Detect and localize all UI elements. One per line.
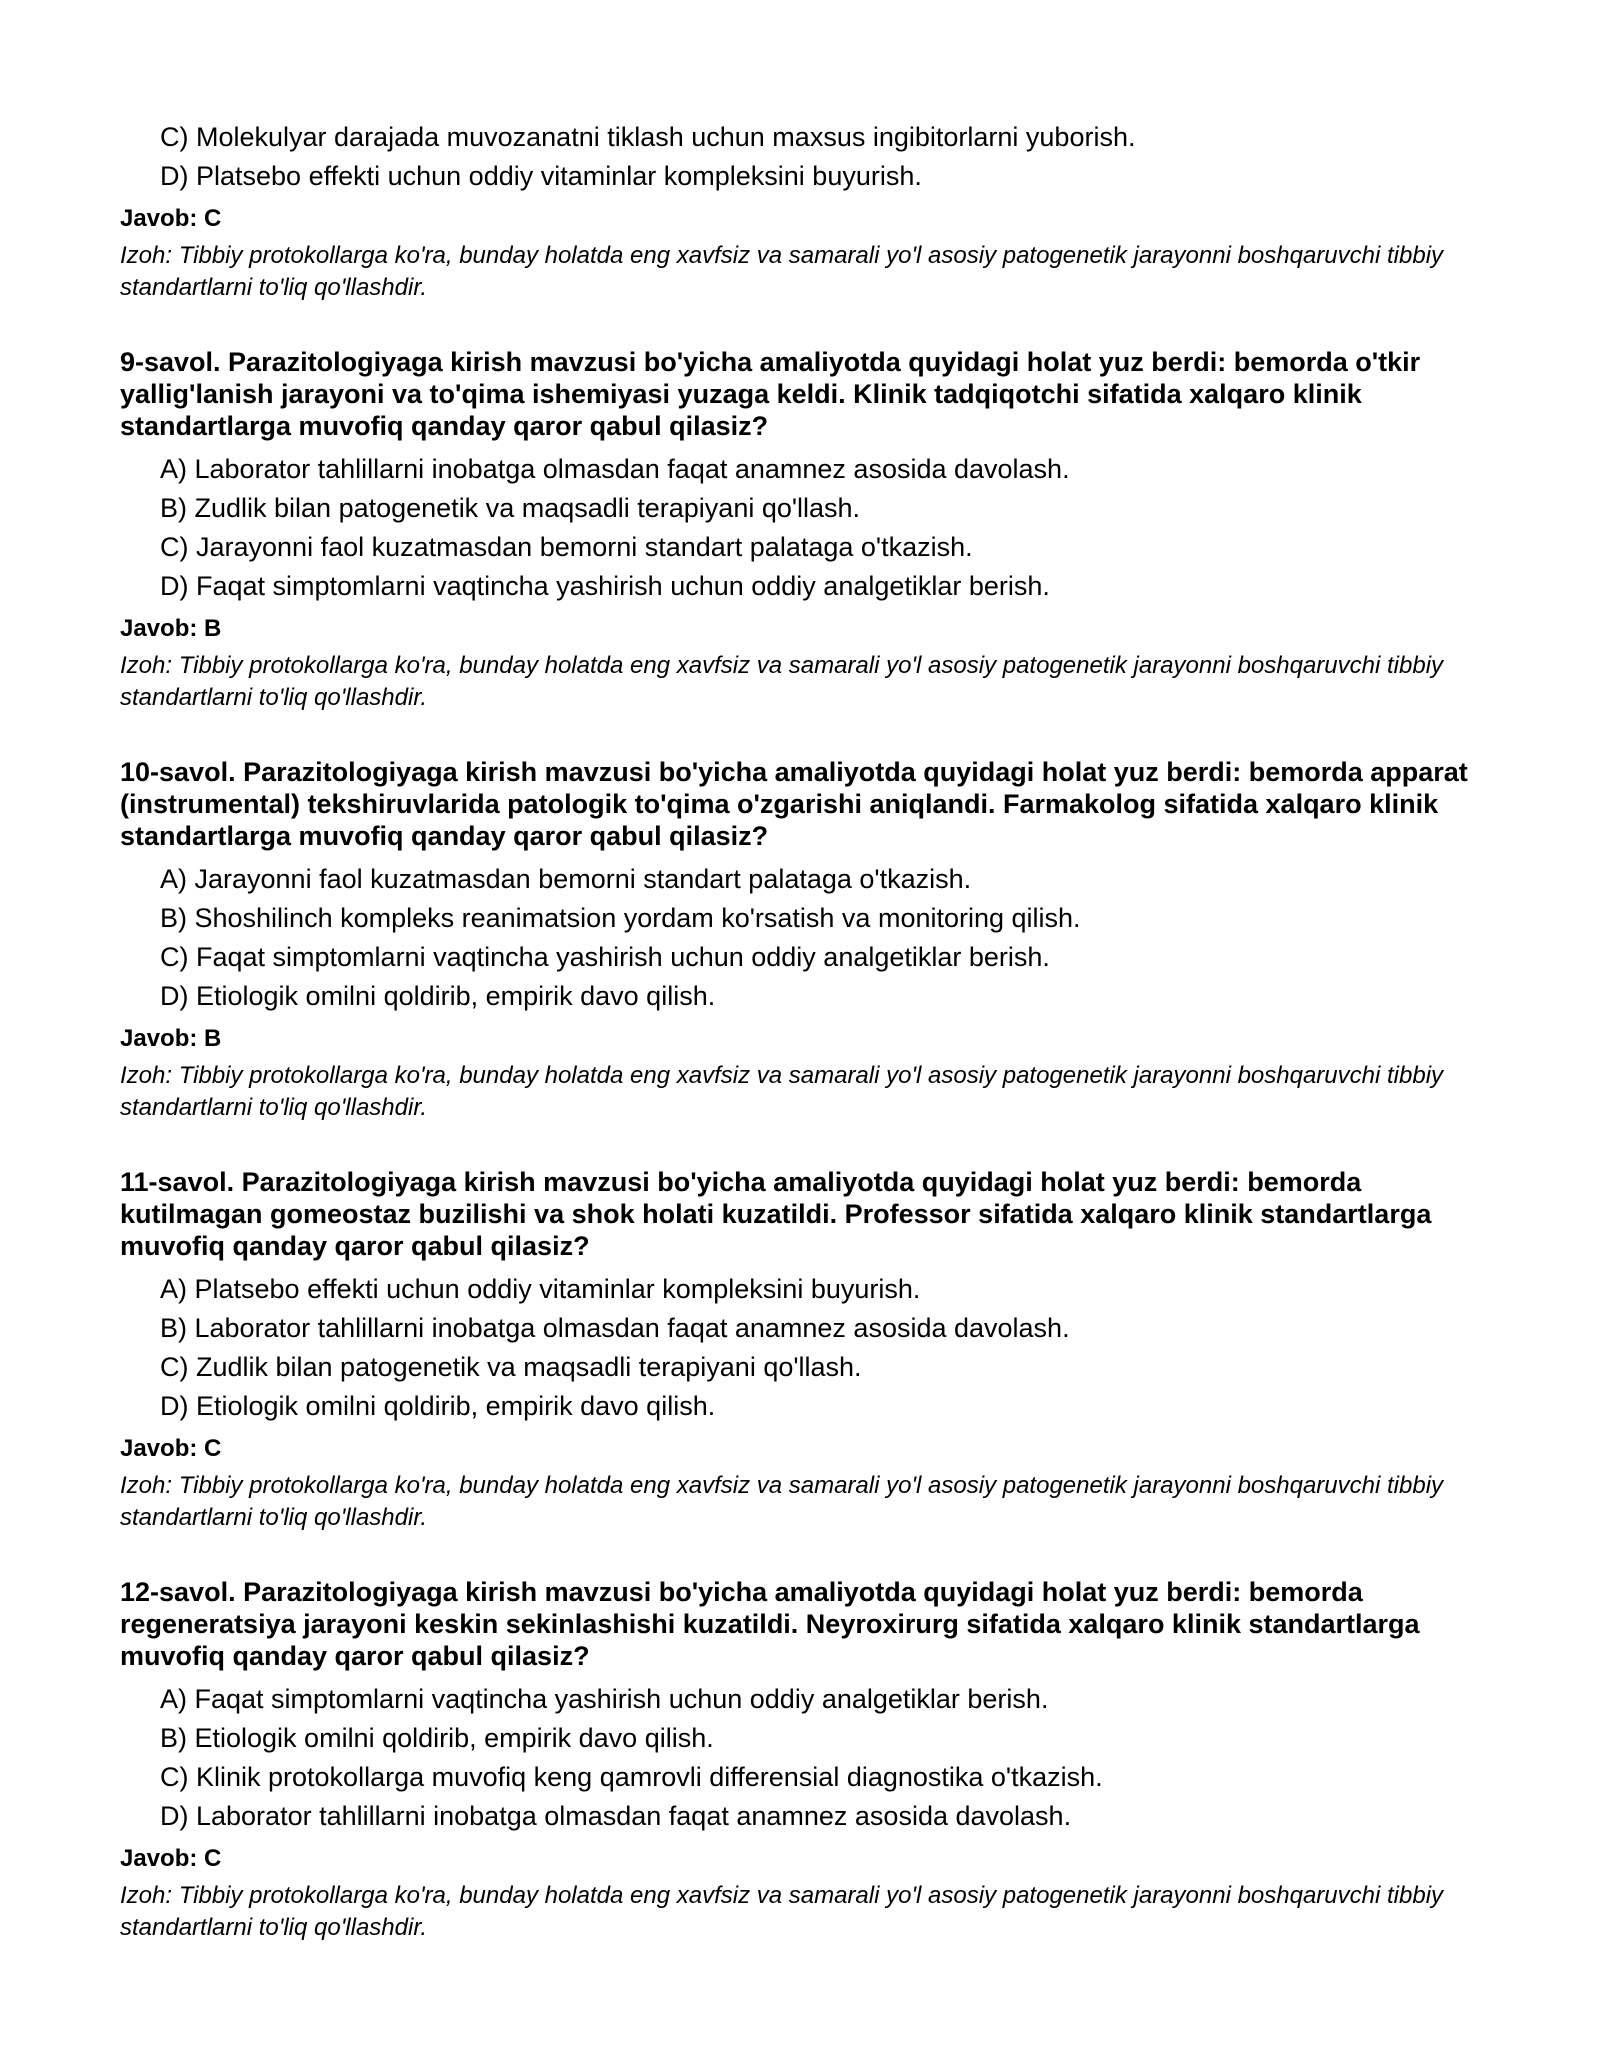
option-c: C) Molekulyar darajada muvozanatni tiklash uchun maxsus ingibitorlarni yuborish. bbox=[160, 122, 1136, 152]
option-b: B) Shoshilinch kompleks reanimatsion yordam ko'rsatish va monitoring qilish. bbox=[160, 903, 1081, 933]
option-a: A) Laborator tahlillarni inobatga olmasdan faqat anamnez asosida davolash. bbox=[160, 454, 1070, 484]
explanation-note: Izoh: Tibbiy protokollarga ko'ra, bunday holatda eng xavfsiz va samarali yo'l asosiy patogenetik jarayonni boshqaruvchi tibbiy standartlarni to'liq qo'llashdir. bbox=[120, 242, 1444, 301]
option-c: C) Faqat simptomlarni vaqtincha yashirish uchun oddiy analgetiklar berish. bbox=[160, 942, 1050, 972]
question-8-continued bbox=[120, 118, 1480, 304]
document-page bbox=[120, 118, 1480, 1944]
explanation-note: Izoh: Tibbiy protokollarga ko'ra, bunday holatda eng xavfsiz va samarali yo'l asosiy patogenetik jarayonni boshqaruvchi tibbiy standartlarni to'liq qo'llashdir. bbox=[120, 1882, 1444, 1941]
option-d: D) Etiologik omilni qoldirib, empirik davo qilish. bbox=[160, 1391, 716, 1421]
question-9 bbox=[120, 346, 1480, 714]
explanation-note: Izoh: Tibbiy protokollarga ko'ra, bunday holatda eng xavfsiz va samarali yo'l asosiy patogenetik jarayonni boshqaruvchi tibbiy standartlarni to'liq qo'llashdir. bbox=[120, 1062, 1444, 1121]
answer: Javob: C bbox=[120, 1845, 222, 1872]
option-c: C) Jarayonni faol kuzatmasdan bemorni standart palataga o'tkazish. bbox=[160, 532, 973, 562]
explanation-note: Izoh: Tibbiy protokollarga ko'ra, bunday holatda eng xavfsiz va samarali yo'l asosiy patogenetik jarayonni boshqaruvchi tibbiy standartlarni to'liq qo'llashdir. bbox=[120, 652, 1444, 711]
explanation-note: Izoh: Tibbiy protokollarga ko'ra, bunday holatda eng xavfsiz va samarali yo'l asosiy patogenetik jarayonni boshqaruvchi tibbiy standartlarni to'liq qo'llashdir. bbox=[120, 1472, 1444, 1531]
answer: Javob: C bbox=[120, 1435, 222, 1462]
answer: Javob: B bbox=[120, 615, 222, 642]
option-a: A) Faqat simptomlarni vaqtincha yashirish uchun oddiy analgetiklar berish. bbox=[160, 1684, 1049, 1714]
question-text: 9-savol. Parazitologiyaga kirish mavzusi bo'yicha amaliyotda quyidagi holat yuz berdi: bemorda o'tkir yallig'lanish jarayoni va to'qima ishemiyasi yuzaga keldi. Klinik tadqiqotchi sifatida xalqaro klinik standartlarga muvofiq qanday qaror qabul qilasiz? bbox=[120, 347, 1421, 441]
question-10 bbox=[120, 756, 1480, 1124]
question-text: 10-savol. Parazitologiyaga kirish mavzusi bo'yicha amaliyotda quyidagi holat yuz berdi: bemorda apparat (instrumental) tekshiruvlarida patologik to'qima o'zgarishi aniqlandi. Farmakolog sifatida xalqaro klinik standartlarga muvofiq qanday qaror qabul qilasiz? bbox=[120, 757, 1468, 851]
option-d: D) Platsebo effekti uchun oddiy vitaminlar kompleksini buyurish. bbox=[160, 161, 922, 191]
option-d: D) Laborator tahlillarni inobatga olmasdan faqat anamnez asosida davolash. bbox=[160, 1801, 1072, 1831]
question-11 bbox=[120, 1166, 1480, 1534]
question-text: 11-savol. Parazitologiyaga kirish mavzusi bo'yicha amaliyotda quyidagi holat yuz berdi: bemorda kutilmagan gomeostaz buzilishi va shok holati kuzatildi. Professor sifatida xalqaro klinik standartlarga muvofiq qanday qaror qabul qilasiz? bbox=[120, 1167, 1432, 1261]
option-b: B) Laborator tahlillarni inobatga olmasdan faqat anamnez asosida davolash. bbox=[160, 1313, 1070, 1343]
option-b: B) Etiologik omilni qoldirib, empirik davo qilish. bbox=[160, 1723, 714, 1753]
option-a: A) Jarayonni faol kuzatmasdan bemorni standart palataga o'tkazish. bbox=[160, 864, 972, 894]
option-c: C) Zudlik bilan patogenetik va maqsadli terapiyani qo'llash. bbox=[160, 1352, 862, 1382]
option-a: A) Platsebo effekti uchun oddiy vitaminlar kompleksini buyurish. bbox=[160, 1274, 921, 1304]
answer: Javob: B bbox=[120, 1025, 222, 1052]
option-d: D) Faqat simptomlarni vaqtincha yashirish uchun oddiy analgetiklar berish. bbox=[160, 571, 1050, 601]
question-text: 12-savol. Parazitologiyaga kirish mavzusi bo'yicha amaliyotda quyidagi holat yuz berdi: bemorda regeneratsiya jarayoni keskin sekinlashishi kuzatildi. Neyroxirurg sifatida xalqaro klinik standartlarga muvofiq qanday qaror qabul qilasiz? bbox=[120, 1577, 1420, 1671]
option-b: B) Zudlik bilan patogenetik va maqsadli terapiyani qo'llash. bbox=[160, 493, 861, 523]
option-d: D) Etiologik omilni qoldirib, empirik davo qilish. bbox=[160, 981, 716, 1011]
option-c: C) Klinik protokollarga muvofiq keng qamrovli differensial diagnostika o'tkazish. bbox=[160, 1762, 1103, 1792]
question-12 bbox=[120, 1576, 1480, 1944]
answer: Javob: C bbox=[120, 205, 222, 232]
